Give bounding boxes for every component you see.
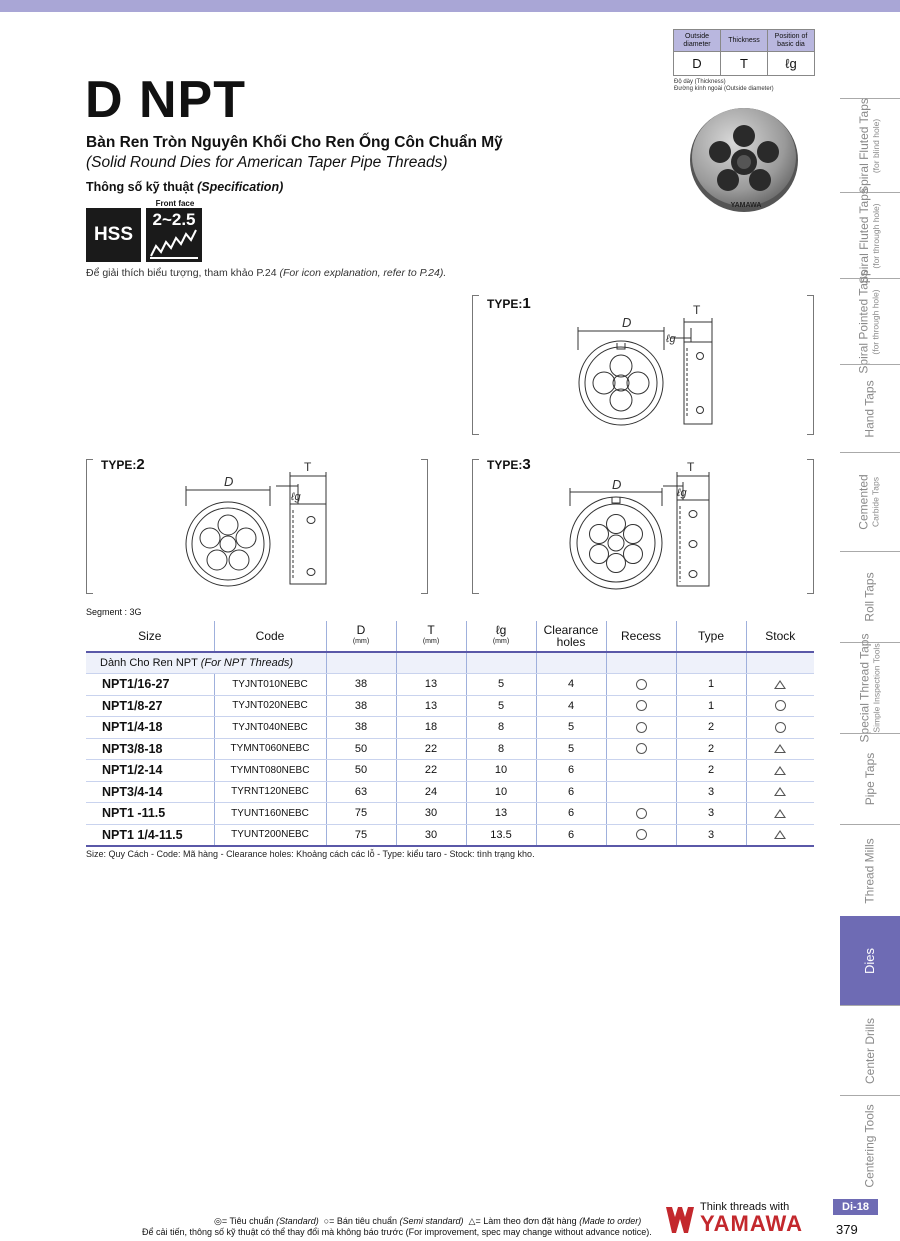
col-label: Clearance holes	[543, 623, 599, 649]
sidebar-tab-label	[861, 947, 877, 974]
made-to-order-triangle-icon	[774, 680, 786, 689]
type3-label	[487, 456, 531, 473]
page-number: 379	[836, 1222, 858, 1237]
semi-standard-circle-icon	[636, 679, 647, 690]
cell-t: 30	[396, 824, 466, 846]
table-row	[86, 695, 814, 717]
legend-value: ℓg	[768, 52, 815, 76]
symbol-legend	[214, 1216, 641, 1227]
made-to-order-triangle-icon	[774, 766, 786, 775]
cell-size: NPT1/4-18	[86, 717, 214, 739]
sidebar-tab-line2: Carbide Taps	[871, 477, 881, 527]
cell-code: TYRNT120NEBC	[214, 781, 326, 803]
sidebar-tab-spiral-fluted-taps[interactable]	[840, 98, 900, 192]
type-label-text: TYPE:	[487, 297, 523, 311]
front-face-label: Front face	[155, 199, 195, 208]
sidebar-tab-label	[858, 634, 882, 743]
cell-d: 38	[326, 674, 396, 696]
cell-code: TYMNT060NEBC	[214, 738, 326, 760]
sidebar-tab-line2: (for through hole)	[871, 202, 881, 269]
cell-d: 75	[326, 824, 396, 846]
col-label: T	[427, 623, 435, 637]
sidebar-tab-label	[864, 1017, 876, 1083]
cell-stock	[746, 760, 814, 782]
brand-name: YAMAWA	[700, 1211, 803, 1236]
sidebar-tab-centering-tools[interactable]	[840, 1095, 900, 1195]
icon-note-vi: Để giải thích biểu tượng, tham khảo P.24	[86, 267, 277, 279]
col-header-lg	[466, 621, 536, 652]
sidebar-tab-line1: Spiral Pointed Taps	[857, 269, 871, 374]
cell-code: TYUNT160NEBC	[214, 803, 326, 825]
legend-semi: ○= Bán tiêu chuẩn	[323, 1216, 397, 1226]
sidebar-tab-label	[858, 98, 882, 194]
sidebar-tab-spiral-fluted-taps[interactable]	[840, 187, 900, 284]
cell-t: 22	[396, 738, 466, 760]
product-brand-text: YAMAWA	[730, 202, 762, 209]
col-unit: (mm)	[422, 638, 440, 645]
cell-d: 38	[326, 695, 396, 717]
cell-holes: 6	[536, 824, 606, 846]
cell-stock	[746, 695, 814, 717]
segment-label: Segment : 3G	[86, 607, 142, 617]
col-label: Code	[255, 629, 285, 643]
cell-lg: 5	[466, 695, 536, 717]
dim-t: T	[687, 462, 695, 474]
sidebar-tab-line1: Spiral Fluted Taps	[857, 97, 871, 194]
legend-value: T	[721, 52, 768, 76]
dim-lg: ℓg	[677, 487, 687, 499]
dim-lg: ℓg	[291, 491, 301, 503]
spec-en: (Specification)	[197, 180, 284, 194]
cell-stock	[746, 824, 814, 846]
group-label-en: (For NPT Threads)	[200, 657, 293, 669]
sidebar-tab-label	[864, 1104, 876, 1187]
col-header-code	[214, 621, 326, 652]
type-number: 3	[522, 456, 531, 473]
sidebar-tab-line1: Roll Taps	[862, 572, 877, 622]
cell-t: 30	[396, 803, 466, 825]
sidebar-tab-roll-taps[interactable]	[840, 551, 900, 642]
cell-holes: 4	[536, 695, 606, 717]
cell-t: 18	[396, 717, 466, 739]
col-header-size	[86, 621, 214, 652]
semi-standard-circle-icon	[636, 829, 647, 840]
sidebar-tab-line1: Hand Taps	[863, 379, 877, 438]
sidebar-tab-line1: Pipe Taps	[862, 752, 877, 806]
spec-vi: Thông số kỹ thuật	[86, 180, 194, 194]
type-label-text: TYPE:	[487, 458, 523, 472]
legend-mto-en: (Made to order)	[579, 1216, 642, 1226]
brand-tagline: Think threads with	[700, 1201, 790, 1213]
icon-note-en: (For icon explanation, refer to P.24).	[279, 267, 447, 279]
cell-type: 3	[676, 824, 746, 846]
legend-header: Outside diameter	[674, 30, 721, 52]
sidebar-tab-hand-taps[interactable]	[840, 364, 900, 452]
sidebar-tab-line1: Center Drills	[863, 1017, 878, 1084]
front-face-value: 2~2.5	[152, 210, 196, 229]
type-label-text: TYPE:	[101, 458, 137, 472]
cell-lg: 8	[466, 717, 536, 739]
cell-holes: 5	[536, 738, 606, 760]
top-bar	[0, 0, 900, 12]
made-to-order-triangle-icon	[774, 830, 786, 839]
group-cell	[466, 652, 536, 674]
cell-type: 2	[676, 738, 746, 760]
semi-standard-circle-icon	[636, 743, 647, 754]
table-row	[86, 738, 814, 760]
made-to-order-triangle-icon	[774, 744, 786, 753]
sidebar-tab-pipe-taps[interactable]	[840, 733, 900, 824]
cell-code: TYJNT010NEBC	[214, 674, 326, 696]
table-footnote: Size: Quy Cách - Code: Mã hàng - Clearance holes: Khoảng cách các lỗ - Type: kiểu taro - Stock: tình trạng kho.	[86, 849, 535, 859]
sidebar-tab-center-drills[interactable]	[840, 1005, 900, 1095]
table-row	[86, 781, 814, 803]
col-label: Recess	[620, 629, 661, 643]
table-row	[86, 760, 814, 782]
semi-standard-circle-icon	[636, 808, 647, 819]
sidebar-tab-line2: (for blind hole)	[871, 118, 881, 173]
col-header-recess	[606, 621, 676, 652]
legend-mto: △= Làm theo đơn đặt hàng	[468, 1216, 577, 1226]
col-header-stock	[746, 621, 814, 652]
cell-size: NPT1/16-27	[86, 674, 214, 696]
sidebar-tab-thread-mills[interactable]	[840, 824, 900, 916]
cell-t: 13	[396, 695, 466, 717]
cell-type: 1	[676, 695, 746, 717]
legend-notes	[674, 79, 774, 93]
legend-standard-en: (Standard)	[276, 1216, 319, 1226]
col-unit: (mm)	[352, 638, 370, 645]
group-label-vi: Dành Cho Ren NPT	[100, 657, 198, 669]
cell-size: NPT1 -11.5	[86, 803, 214, 825]
type2-label	[101, 456, 145, 473]
semi-standard-circle-icon	[636, 700, 647, 711]
semi-standard-circle-icon	[636, 722, 647, 733]
made-to-order-triangle-icon	[774, 787, 786, 796]
cell-recess	[606, 824, 676, 846]
cell-type: 3	[676, 803, 746, 825]
cell-d: 75	[326, 803, 396, 825]
type1-drawing	[570, 300, 720, 430]
table-row	[86, 803, 814, 825]
sidebar-tab-label	[864, 380, 876, 437]
legend-value: D	[674, 52, 721, 76]
table-row	[86, 717, 814, 739]
semi-standard-circle-icon	[775, 722, 786, 733]
group-row	[86, 652, 814, 674]
type-number: 1	[522, 295, 531, 312]
cell-stock	[746, 674, 814, 696]
cell-code: TYUNT200NEBC	[214, 824, 326, 846]
cell-recess	[606, 781, 676, 803]
sidebar-tab-spiral-pointed-taps[interactable]	[840, 269, 900, 374]
group-cell	[746, 652, 814, 674]
notice-vi: Để cải tiến, thông số kỹ thuật có thể thay đổi mà không báo trước	[142, 1227, 404, 1237]
front-face-box	[146, 208, 202, 262]
col-header-t	[396, 621, 466, 652]
front-face-icon	[146, 199, 204, 262]
chamfer-icon	[146, 208, 202, 262]
group-cell	[606, 652, 676, 674]
type3-drawing	[565, 462, 725, 592]
sidebar-tab-label	[858, 270, 882, 373]
cell-recess	[606, 803, 676, 825]
cell-size: NPT1/2-14	[86, 760, 214, 782]
yamawa-mark-icon	[664, 1203, 696, 1235]
sidebar-tab-line1: Centering Tools	[863, 1103, 878, 1188]
spec-table	[86, 621, 814, 847]
cell-recess	[606, 717, 676, 739]
cell-size: NPT3/4-14	[86, 781, 214, 803]
col-header-d	[326, 621, 396, 652]
cell-size: NPT1/8-27	[86, 695, 214, 717]
sidebar-tab-line2: (for through hole)	[871, 288, 881, 355]
cell-d: 50	[326, 760, 396, 782]
cell-holes: 5	[536, 717, 606, 739]
hss-icon: HSS	[86, 208, 141, 262]
col-label: Stock	[765, 629, 796, 643]
legend-note: Đường kính ngoài (Outside diameter)	[674, 86, 774, 92]
cell-d: 63	[326, 781, 396, 803]
made-to-order-triangle-icon	[774, 809, 786, 818]
dim-t: T	[693, 303, 701, 317]
cell-stock	[746, 717, 814, 739]
page-id: Di-18	[833, 1199, 878, 1215]
col-header-holes	[536, 621, 606, 652]
dim-lg: ℓg	[666, 333, 676, 345]
type2-drawing	[180, 462, 340, 592]
cell-lg: 13.5	[466, 824, 536, 846]
cell-recess	[606, 760, 676, 782]
sidebar-tab-line2: Simple Inspection Tools	[871, 643, 881, 733]
sidebar-tab-label	[864, 572, 876, 621]
notice-en: (For improvement, spec may change without advance notice).	[405, 1227, 652, 1237]
cell-size: NPT1 1/4-11.5	[86, 824, 214, 846]
cell-stock	[746, 781, 814, 803]
col-label: D	[356, 623, 366, 637]
group-cell	[396, 652, 466, 674]
type-number: 2	[136, 456, 145, 473]
cell-holes: 6	[536, 803, 606, 825]
sidebar-tab-line1: Spiral Fluted Taps	[857, 187, 871, 284]
page-title: D NPT	[85, 71, 246, 129]
sidebar-tab-cemented[interactable]	[840, 452, 900, 551]
sidebar-tab-label	[864, 753, 876, 805]
legend-note: Độ dày (Thickness)	[674, 79, 726, 85]
cell-code: TYMNT080NEBC	[214, 760, 326, 782]
legend-header: Position of basic dia	[768, 30, 815, 52]
dim-d: D	[224, 474, 234, 489]
cell-type: 3	[676, 781, 746, 803]
sidebar-tab-line1: Thread Mills	[863, 837, 878, 904]
legend-standard: ◎= Tiêu chuẩn	[214, 1216, 274, 1226]
sidebar-tab-special-thread-taps[interactable]	[840, 633, 900, 743]
dim-d: D	[612, 477, 622, 492]
cell-t: 24	[396, 781, 466, 803]
table-row	[86, 824, 814, 846]
cell-lg: 13	[466, 803, 536, 825]
subtitle-en: (Solid Round Dies for American Taper Pipe Threads)	[86, 154, 448, 171]
legend-header: Thickness	[721, 30, 768, 52]
sidebar-tab-label	[858, 188, 882, 284]
cell-size: NPT3/8-18	[86, 738, 214, 760]
icon-note	[86, 267, 446, 279]
type1-label	[487, 295, 531, 312]
cell-t: 13	[396, 674, 466, 696]
table-header-row	[86, 621, 814, 652]
col-label: Size	[138, 629, 162, 643]
cell-holes: 6	[536, 760, 606, 782]
spec-heading	[86, 180, 283, 194]
sidebar-tab-label	[864, 838, 876, 903]
cell-holes: 6	[536, 781, 606, 803]
sidebar-tab-line1: Special Thread Taps	[857, 633, 871, 743]
col-label: ℓg	[495, 623, 507, 637]
notice	[142, 1227, 652, 1237]
cell-t: 22	[396, 760, 466, 782]
cell-stock	[746, 803, 814, 825]
yamawa-logo	[664, 1201, 814, 1236]
col-label: Type	[697, 629, 724, 643]
semi-standard-circle-icon	[775, 700, 786, 711]
sidebar-tab-line1: Dies	[861, 947, 877, 974]
group-cell	[326, 652, 396, 674]
sidebar-tab-dies[interactable]	[840, 916, 900, 1005]
group-cell	[676, 652, 746, 674]
cell-recess	[606, 695, 676, 717]
cell-type: 2	[676, 760, 746, 782]
col-header-type	[676, 621, 746, 652]
cell-type: 1	[676, 674, 746, 696]
cell-code: TYJNT020NEBC	[214, 695, 326, 717]
dim-t: T	[304, 462, 312, 474]
group-cell	[536, 652, 606, 674]
dimension-legend	[673, 29, 815, 76]
cell-type: 2	[676, 717, 746, 739]
cell-holes: 4	[536, 674, 606, 696]
cell-lg: 10	[466, 781, 536, 803]
legend-semi-en: (Semi standard)	[399, 1216, 464, 1226]
cell-d: 50	[326, 738, 396, 760]
subtitle-vi: Bàn Ren Tròn Nguyên Khối Cho Ren Ống Côn Chuẩn Mỹ	[86, 134, 503, 151]
col-unit: (mm)	[492, 638, 510, 645]
cell-recess	[606, 738, 676, 760]
cell-lg: 8	[466, 738, 536, 760]
cell-lg: 10	[466, 760, 536, 782]
cell-recess	[606, 674, 676, 696]
cell-code: TYJNT040NEBC	[214, 717, 326, 739]
group-label	[86, 652, 326, 674]
sidebar-tab-label	[858, 474, 882, 529]
cell-d: 38	[326, 717, 396, 739]
dim-d: D	[622, 315, 632, 330]
cell-stock	[746, 738, 814, 760]
table-row	[86, 674, 814, 696]
cell-lg: 5	[466, 674, 536, 696]
sidebar-tab-line1: Cemented	[857, 474, 871, 530]
die-product-image	[688, 104, 800, 216]
